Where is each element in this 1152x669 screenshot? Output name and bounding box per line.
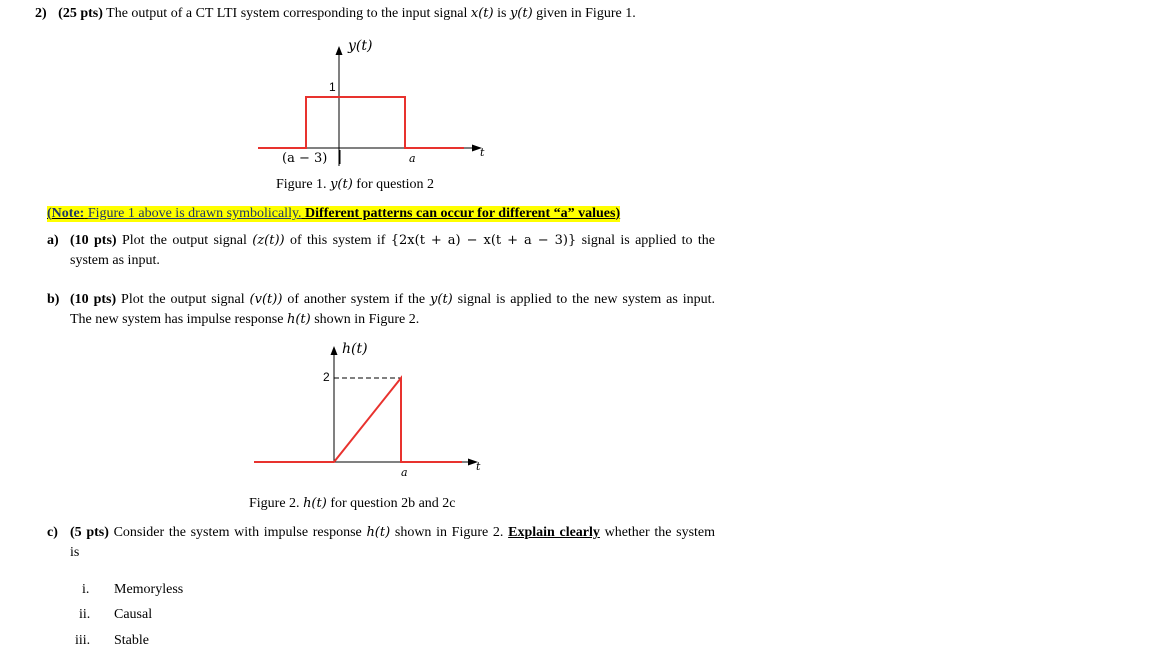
input-signal-symbol: x(t) xyxy=(470,6,494,21)
list-item-number: i. xyxy=(82,582,90,597)
part-b-text-a: Plot the output signal xyxy=(121,292,245,307)
fig2-caption xyxy=(249,496,456,512)
part-a-text-a: Plot the output signal xyxy=(121,233,247,248)
fig2-caption-prefix: Figure 2. xyxy=(249,496,300,511)
part-c-line-2: is xyxy=(70,545,80,560)
fig1-tick-label-a: a xyxy=(409,152,416,165)
question-number: 2) xyxy=(35,6,47,21)
part-b-line-1 xyxy=(70,290,715,310)
part-c-label xyxy=(47,523,58,543)
part-c-line-1 xyxy=(70,523,715,543)
part-a-expression: {2x(t + a) − x(t + a − 3)} xyxy=(390,233,577,248)
part-a-signal-symbol: (z(t)) xyxy=(252,233,285,248)
part-a-points: (10 pts) xyxy=(70,233,117,248)
list-item-stable: Stable xyxy=(114,633,149,648)
note-close-paren: ) xyxy=(615,206,621,221)
fig1-caption-suffix: for question 2 xyxy=(356,177,435,192)
part-b-signal-symbol: (v(t)) xyxy=(249,292,283,307)
question-text-b: is xyxy=(497,6,507,21)
fig2-y-axis-arrowhead xyxy=(331,346,338,355)
note-banner xyxy=(47,206,620,222)
fig1-tick-label-a-minus-3: (a − 3) xyxy=(282,151,328,166)
fig1-signal-trace xyxy=(258,97,464,148)
part-c-explain-clearly: Explain clearly xyxy=(508,525,600,540)
fig1-tick-label-one: 1 xyxy=(329,80,336,94)
fig1-axis-label-t: t xyxy=(480,146,485,159)
note-open-paren: ( xyxy=(47,206,52,221)
fig2-caption-suffix: for question 2b and 2c xyxy=(330,496,456,511)
fig1-caption xyxy=(276,177,434,193)
part-a-line-2: system as input. xyxy=(70,253,160,268)
question-text-c: given in Figure 1. xyxy=(536,6,636,21)
part-c-text-c: whether the system xyxy=(604,525,716,540)
fig2-y-label: h(t) xyxy=(342,341,368,357)
part-a-text-b: of this system if xyxy=(290,233,386,248)
fig2-tick-label-two: 2 xyxy=(323,370,330,384)
output-signal-symbol: y(t) xyxy=(509,6,533,21)
fig1-y-label: y(t) xyxy=(348,38,373,54)
part-b-text-b: of another system if the xyxy=(287,292,426,307)
part-b-input-symbol: y(t) xyxy=(430,292,453,307)
note-figure-reference: Figure 1 above is drawn symbolically. xyxy=(87,206,302,221)
part-c-points: (5 pts) xyxy=(70,525,109,540)
note-text: Different patterns can occur for different “a” values xyxy=(305,206,616,221)
fig1-caption-prefix: Figure 1. xyxy=(276,177,327,192)
part-a-line-1 xyxy=(70,231,715,251)
part-a-text-c: signal is applied to the xyxy=(581,233,715,248)
fig1-y-axis-arrowhead xyxy=(336,46,343,55)
part-b-text-c: signal is applied to the new system as input. xyxy=(457,292,716,307)
question-points: (25 pts) xyxy=(58,6,103,21)
fig1-caption-symbol: y(t) xyxy=(330,177,353,192)
part-b-impulse-symbol: h(t) xyxy=(286,312,311,327)
part-b-line-2 xyxy=(70,310,419,330)
fig2-caption-symbol: h(t) xyxy=(303,496,327,511)
part-b-letter: b) xyxy=(47,292,60,307)
question-text-a: The output of a CT LTI system corresponding to the input signal xyxy=(106,6,468,21)
part-b-points: (10 pts) xyxy=(70,292,117,307)
part-b-label xyxy=(47,290,59,310)
fig2-tick-label-a: a xyxy=(401,466,408,479)
part-c-text-b: shown in Figure 2. xyxy=(394,525,504,540)
part-b-line-2-text-a: The new system has impulse response xyxy=(70,312,284,327)
list-item-number: iii. xyxy=(75,633,91,648)
part-a-label xyxy=(47,231,59,251)
fig2-signal-trace xyxy=(254,378,462,462)
list-item-memoryless: Memoryless xyxy=(114,582,184,597)
list-item-causal: Causal xyxy=(114,607,153,622)
part-c-letter: c) xyxy=(47,525,58,540)
list-item-number: ii. xyxy=(79,607,91,622)
part-c-text-a: Consider the system with impulse response xyxy=(113,525,362,540)
part-b-line-2-text-b: shown in Figure 2. xyxy=(314,312,420,327)
fig2-axis-label-t: t xyxy=(476,460,481,473)
note-label: Note: xyxy=(51,206,85,221)
part-a-letter: a) xyxy=(47,233,59,248)
part-c-impulse-symbol: h(t) xyxy=(366,525,391,540)
